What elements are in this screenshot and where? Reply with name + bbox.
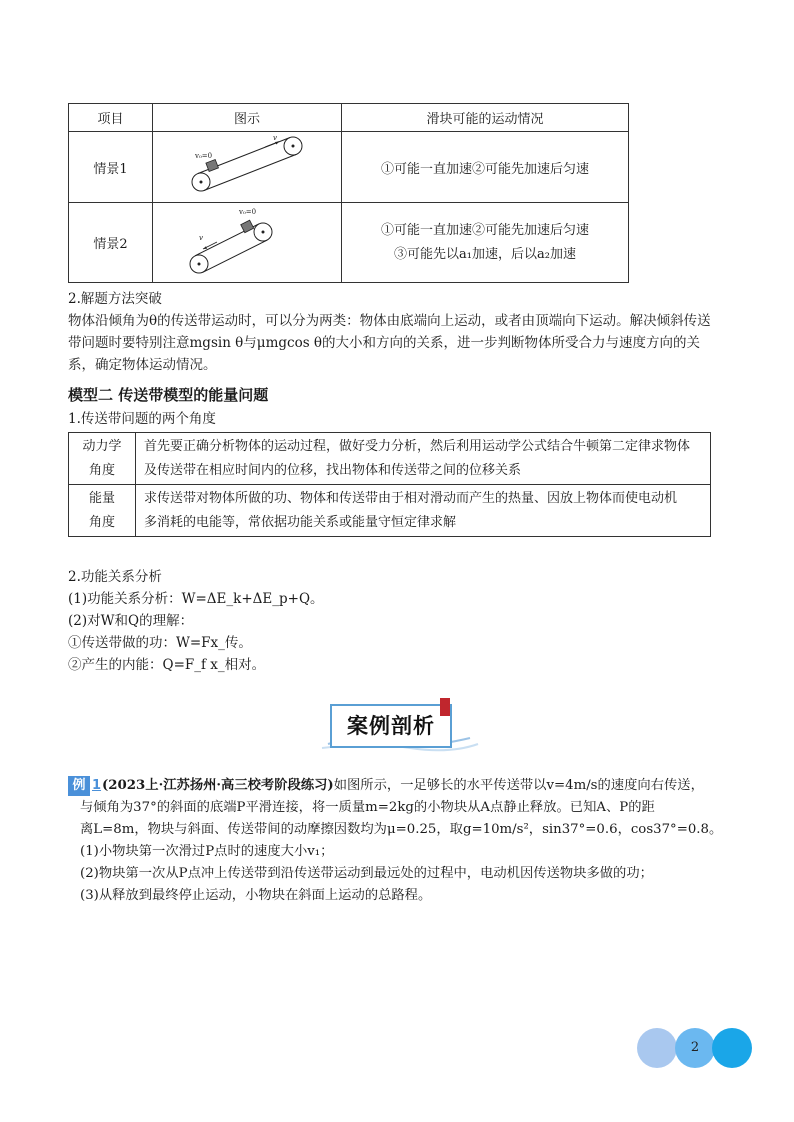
incline-belt-up-diagram [187, 134, 307, 196]
table-header: 项目 [69, 104, 153, 132]
example-text: 如图所示，一足够长的水平传送带以v=4m/s的速度向右传送， [333, 778, 704, 793]
paragraph-line: 物体沿倾角为θ的传送带运动时，可以分为两类：物体由底端向上运动，或者由顶端向下运动。解决倾斜传送 [68, 313, 711, 329]
scenario-outcome: ①可能一直加速②可能先加速后匀速 [342, 132, 629, 203]
example-text: 与倾角为37°的斜面的底端P平滑连接，将一质量m=2kg的小物块从A点静止释放。已知A、P的距 [80, 800, 655, 815]
case-heading-text: 案例剖析 [347, 714, 435, 738]
v-label: v [273, 134, 277, 142]
question-item: (3)从释放到最终停止运动，小物块在斜面上运动的总路程。 [80, 888, 432, 903]
table-header: 图示 [153, 104, 342, 132]
example-number-link[interactable]: 1 [92, 778, 102, 793]
page-circle-right [712, 1028, 752, 1068]
model-title: 模型二 传送带模型的能量问题 [68, 386, 269, 404]
paragraph-line: 带问题时要特别注意mgsin θ与μmgcos θ的大小和方向的关系，进一步判断物体所受合力与速度方向的关 [68, 335, 701, 351]
formula-line: ①传送带做的功：W=Fx_传。 [68, 635, 252, 651]
scenario-1-diagram [153, 132, 342, 203]
scenario-outcome: ①可能一直加速②可能先加速后匀速 ③可能先以a₁加速，后以a₂加速 [342, 203, 629, 283]
question-item: (2)物块第一次从P点冲上传送带到沿传送带运动到最远处的过程中，电动机因传送物块多做的功； [80, 866, 653, 881]
formula-line: (1)功能关系分析：W=ΔE_k+ΔE_p+Q。 [68, 591, 324, 607]
angle-label: 动力学 角度 [69, 433, 136, 485]
scenario-table [68, 103, 629, 283]
section-title: 2.解题方法突破 [68, 291, 162, 307]
angle-description: 求传送带对物体所做的功、物体和传送带由于相对滑动而产生的热量、因放上物体而使电动机 多消耗的电能等，常依据功能关系或能量守恒定律求解 [136, 485, 711, 537]
page-number: 2 [675, 1028, 715, 1068]
scenario-name: 情景2 [69, 203, 153, 283]
formula-line: (2)对W和Q的理解： [68, 613, 194, 629]
angle-description: 首先要正确分析物体的运动过程，做好受力分析，然后利用运动学公式结合牛顿第二定律求物体 及传送带在相应时间内的位移，找出物体和传送带之间的位移关系 [136, 433, 711, 485]
example-source: (2023上·江苏扬州·高三校考阶段练习) [102, 778, 334, 793]
page-circle-left [637, 1028, 677, 1068]
question-item: (1)小物块第一次滑过P点时的速度大小v₁； [80, 844, 334, 859]
v0-label: v₀=0 [195, 152, 213, 160]
angle-label: 能量 角度 [69, 485, 136, 537]
v0-label: v₀=0 [239, 207, 257, 216]
heading-flag [440, 698, 450, 716]
scenario-2-diagram [153, 203, 342, 283]
v-label: v [199, 233, 203, 242]
formula-line: ②产生的内能：Q=F_f x_相对。 [68, 657, 266, 673]
angle-table [68, 432, 711, 537]
example-first-line [102, 775, 704, 797]
incline-belt-down-diagram [187, 204, 307, 278]
paragraph-line: 系，确定物体运动情况。 [68, 357, 217, 373]
subsection-title: 1.传送带问题的两个角度 [68, 411, 216, 427]
subsection-title: 2.功能关系分析 [68, 569, 162, 585]
table-header: 滑块可能的运动情况 [342, 104, 629, 132]
scenario-name: 情景1 [69, 132, 153, 203]
example-text: 离L=8m，物块与斜面、传送带间的动摩擦因数均为μ=0.25，取g=10m/s²，sin37°=0.6，cos37°=0.8。 [80, 822, 723, 837]
case-heading [330, 704, 452, 748]
example-badge: 例 [68, 776, 90, 796]
